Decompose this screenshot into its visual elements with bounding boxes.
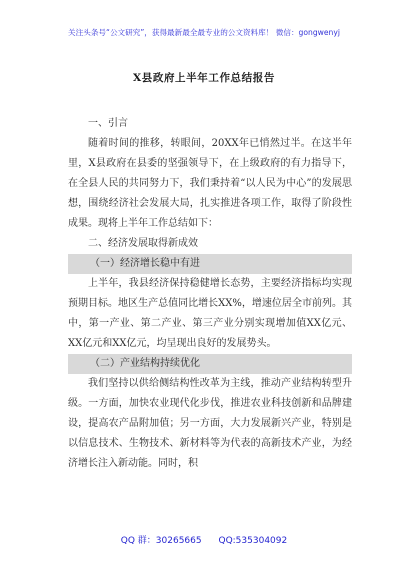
subsection-heading-structure: （二）产业结构持续优化 — [68, 354, 352, 374]
contact-footer — [0, 533, 408, 546]
body-paragraph: 我们坚持以供给侧结构性改革为主线，推动产业结构转型升级。一方面，加快农业现代化步伐，推进农业科技创新和品牌建设，提高农产品附加值；另一方面，大力发展新兴产业，特别是以信息技术、生物技术、新材料等为代表的高新技术产业，为经济增长注入新动能。同时，积 — [68, 378, 352, 469]
section-heading-economy: 二、经济发展取得新成效 — [88, 238, 198, 249]
qq-group-text: QQ 群：30265665 — [120, 536, 202, 546]
subsection-heading-growth: （一）经济增长稳中有进 — [68, 254, 352, 274]
qq-number-text: QQ:535304092 — [218, 536, 288, 546]
document-title: X县政府上半年工作总结报告 — [133, 72, 275, 84]
document-body — [68, 114, 352, 474]
promo-banner: 关注头条号“公文研究”，获得最新最全最专业的公文资料库！ 微信：gongwenyj — [68, 28, 340, 37]
section-heading-intro: 一、引言 — [88, 118, 128, 129]
body-paragraph: 上半年，我县经济保持稳健增长态势，主要经济指标均实现预期目标。地区生产总值同比增长XX%，增速位居全市前列。其中，第一产业、第二产业、第三产业分别实现增加值XX亿元、XX亿元和XX亿元，均呈现出良好的发展势头。 — [68, 278, 352, 349]
body-paragraph: 随着时间的推移，转眼间，20XX年已悄然过半。在这半年里，X县政府在县委的坚强领导下，在上级政府的有力指导下，在全县人民的共同努力下，我们秉持着“以人民为中心”的发展思想，围绕经济社会发展大局，扎实推进各项工作，取得了阶段性成果。现将上半年工作总结如下： — [68, 138, 352, 229]
